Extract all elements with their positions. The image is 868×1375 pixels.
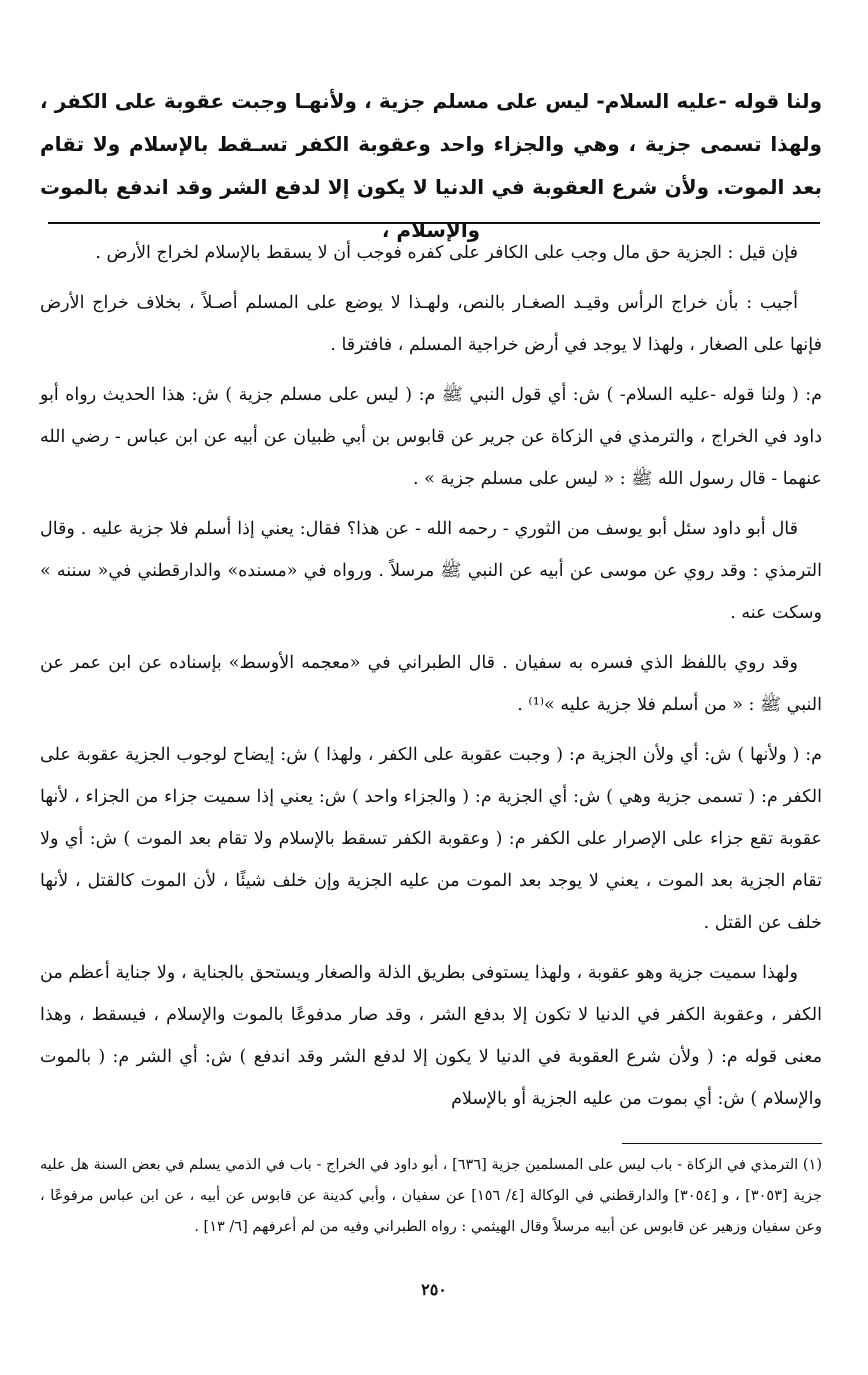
commentary-paragraph: م: ( ولأنها ) ش: أي ولأن الجزية م: ( وجبت عقوبة على الكفر ، ولهذا ) ش: إيضاح لوجوب الجزية عقوبة على الكفر م: ( تسمى جزية وهي ) ش: أي الجزية م: ( والجزاء واحد ) ش: يعني إذا سميت جزاء من الجزاء ، لأنها عقوبة تقع جزاء على الإصرار على الكفر م: ( وعقوبة الكفر تسقط بالإسلام ولا تقام بعد الموت ) ش: أي ولا تقام الجزية بعد الموت ، يعني لا يوجد بعد الموت من عليه الجزية وإن خلف شيئًا ، لأن الموت كالقتل ، لأنها خلف عن القتل . — [40, 745, 822, 933]
main-text-body: ولنا قوله -عليه السلام- ليس على مسلم جزية ، ولأنهـا وجبت عقوبة على الكفر ، ولهذا تسمى جزية ، وهي والجزاء واحد وعقوبة الكفر تسـقط بالإسلام ولا تقام بعد الموت. ولأن شرع العقوبة في الدنيا لا يكون إلا لدفع الشر وقد اندفع بالموت والإسلام ، — [40, 89, 822, 242]
separator-line — [48, 222, 820, 224]
footnote-separator — [622, 1143, 822, 1144]
commentary-paragraph: م: ( ولنا قوله -عليه السلام- ) ش: أي قول النبي ﷺ م: ( ليس على مسلم جزية ) ش: هذا الحديث رواه أبو داود في الخراج ، والترمذي في الزكاة عن جرير عن قابوس بن أبي ظبيان عن أبيه عن ابن عباس - رضي الله عنهما - قال رسول الله ﷺ : « ليس على مسلم جزية » . — [40, 385, 822, 489]
commentary-paragraph: وقد روي باللفظ الذي فسره به سفيان . قال الطبراني في «معجمه الأوسط» بإسناده عن ابن عمر عن النبي ﷺ : « من أسلم فلا جزية عليه »⁽¹⁾ . — [40, 653, 822, 715]
footnote-text: (١) الترمذي في الزكاة - باب ليس على المسلمين جزية [٦٣٦] ، أبو داود في الخراج - باب في الذمي يسلم في بعض السنة هل عليه جزية [٣٠٥٣] ، و [٣٠٥٤] والدارقطني في الوكالة [٤/ ١٥٦] عن سفيان ، وأبي كدينة عن قابوس عن أبيه ، عن ابن عباس مرفوعًا ، وعن سفيان وزهير عن قابوس عن أبيه مرسلاً وقال الهيثمي : رواه الطبراني وفيه من لم أعرفهم [٦/ ١٣] . — [40, 1157, 822, 1235]
page-number: ٢٥٠ — [421, 1280, 447, 1299]
commentary-paragraph: قال أبو داود سئل أبو يوسف من الثوري - رحمه الله - عن هذا؟ فقال: يعني إذا أسلم فلا جزية عليه . وقال الترمذي : وقد روي عن موسى عن أبيه عن النبي ﷺ مرسلاً . ورواه في «مسنده» والدارقطني في« سننه » وسكت عنه . — [40, 519, 822, 623]
main-text — [40, 80, 822, 252]
commentary-paragraph: ولهذا سميت جزية وهو عقوبة ، ولهذا يستوفى بطريق الذلة والصغار ويستحق بالجناية ، ولا جناية أعظم من الكفر ، وعقوبة الكفر في الدنيا لا تكون إلا بدفع الشر ، وقد صار مدفوعًا بالموت والإسلام ، فيسقط ، وهذا معنى قوله م: ( ولأن شرع العقوبة في الدنيا لا يكون إلا لدفع الشر وقد اندفع ) ش: أي الشر م: ( بالموت والإسلام ) ش: أي بموت من عليه الجزية أو بالإسلام — [40, 963, 822, 1109]
commentary — [40, 232, 822, 1128]
footnote — [40, 1150, 822, 1243]
commentary-paragraph: أجيب : بأن خراج الرأس وقيـد الصغـار بالنص، ولهـذا لا يوضع على المسلم أصـلاً ، بخلاف خراج الأرض فإنها على الصغار ، ولهذا لا يوجد في أرض خراجية المسلم ، فافترقا . — [40, 293, 822, 355]
commentary-paragraph: فإن قيل : الجزية حق مال وجب على الكافر على كفره فوجب أن لا يسقط بالإسلام لخراج الأرض . — [95, 243, 798, 263]
